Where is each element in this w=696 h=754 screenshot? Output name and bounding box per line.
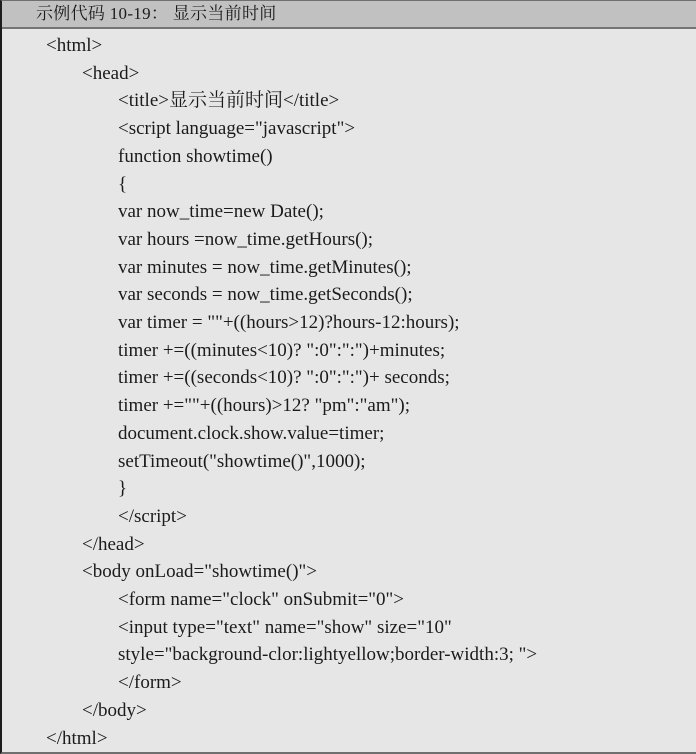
code-line: function showtime() — [118, 145, 273, 167]
code-line: { — [118, 173, 128, 195]
code-block — [2, 29, 696, 754]
code-line: </script> — [118, 505, 187, 527]
code-line: </form> — [118, 672, 182, 694]
code-line: } — [118, 478, 128, 500]
code-line: document.clock.show.value=timer; — [118, 422, 385, 444]
code-line: <input type="text" name="show" size="10" — [118, 616, 452, 638]
code-line: var now_time=new Date(); — [118, 201, 324, 223]
code-line: var minutes = now_time.getMinutes(); — [118, 256, 412, 278]
code-line: var hours =now_time.getHours(); — [118, 228, 374, 250]
code-line: style="background-clor:lightyellow;border-width:3; "> — [118, 644, 538, 666]
code-line: <title>显示当前时间</title> — [118, 90, 340, 112]
code-line: var timer = ""+((hours>12)?hours-12:hours); — [118, 312, 460, 334]
code-line: <script language="javascript"> — [118, 118, 356, 140]
code-line: <form name="clock" onSubmit="0"> — [118, 589, 405, 611]
listing-title-bar — [2, 1, 696, 29]
code-line: </head> — [82, 533, 145, 555]
code-line: timer +=((minutes<10)? ":0":":")+minutes; — [118, 339, 446, 361]
code-line: </body> — [82, 699, 147, 721]
code-line: setTimeout("showtime()",1000); — [118, 450, 366, 472]
code-line: <body onLoad="showtime()"> — [82, 561, 317, 583]
code-line: </html> — [46, 727, 108, 749]
code-line: var seconds = now_time.getSeconds(); — [118, 284, 413, 306]
code-line: <head> — [82, 62, 140, 84]
code-line: <html> — [46, 35, 103, 56]
code-line: timer +=""+((hours)>12? "pm":"am"); — [118, 395, 411, 417]
code-line: timer +=((seconds<10)? ":0":":")+ seconds; — [118, 367, 450, 389]
listing-title: 示例代码 10-19： 显示当前时间 — [36, 4, 277, 23]
